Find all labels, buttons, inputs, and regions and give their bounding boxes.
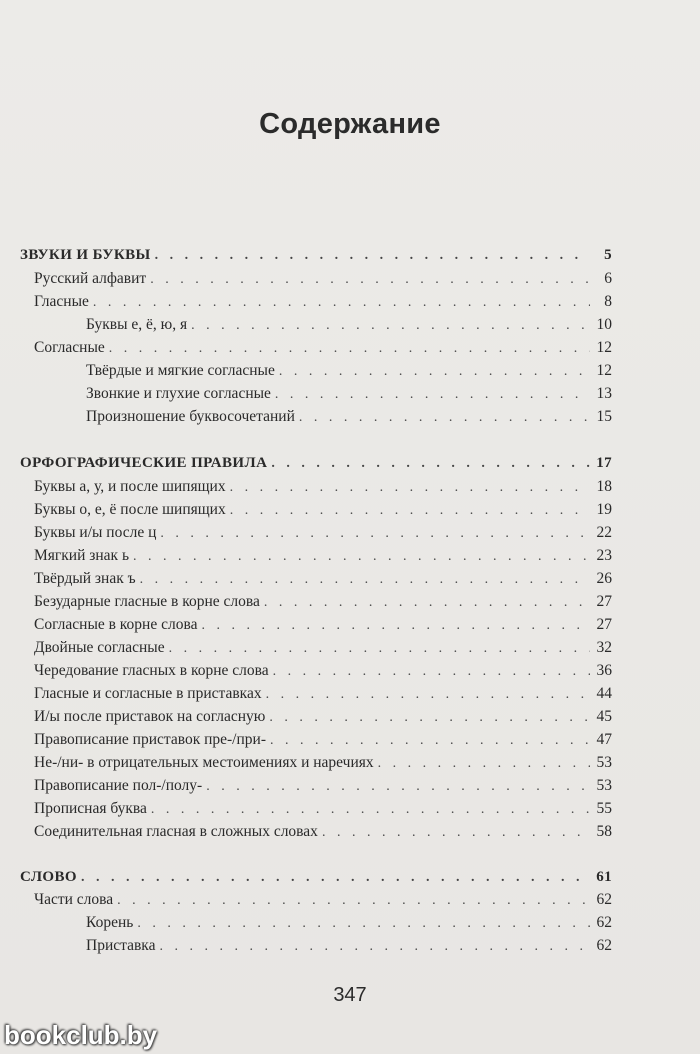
toc-entry-title: Согласные — [34, 339, 105, 356]
toc-entry — [34, 476, 612, 498]
toc-entry — [34, 821, 612, 843]
toc-entry-page: 27 — [596, 593, 612, 610]
toc-section — [20, 866, 612, 888]
toc-entry-page: 36 — [596, 662, 612, 679]
toc-entry-title: ОРФОГРАФИЧЕСКИЕ ПРАВИЛА — [20, 455, 268, 471]
toc-leader-dots — [155, 245, 590, 267]
toc-leader-dots — [201, 615, 590, 637]
toc-entry-title: Прописная буква — [34, 800, 147, 817]
toc-entry-page: 12 — [596, 362, 612, 379]
toc-entry — [34, 775, 612, 797]
toc-entry-page: 62 — [596, 891, 612, 908]
toc-leader-dots — [81, 867, 590, 889]
toc-leader-dots — [160, 523, 590, 545]
toc-entry-title: СЛОВО — [20, 869, 77, 885]
toc-leader-dots — [159, 936, 590, 958]
toc-entry-title: Звонкие и глухие согласные — [86, 385, 271, 402]
toc-entry-page: 17 — [596, 455, 612, 471]
toc-leader-dots — [230, 500, 590, 522]
toc-entry — [34, 268, 612, 290]
toc-leader-dots — [269, 707, 590, 729]
toc-entry-title: Гласные и согласные в приставках — [34, 685, 262, 702]
toc-leader-dots — [279, 361, 590, 383]
toc-entry — [86, 314, 612, 336]
toc-entry-page: 18 — [596, 478, 612, 495]
toc-leader-dots — [264, 592, 590, 614]
toc-entry — [34, 522, 612, 544]
toc-entry — [34, 499, 612, 521]
toc-entry-title: Корень — [86, 914, 134, 931]
toc-entry — [34, 545, 612, 567]
toc-entry — [34, 591, 612, 613]
toc-entry — [86, 360, 612, 382]
toc-entry — [34, 637, 612, 659]
toc-entry — [34, 568, 612, 590]
toc-entry — [34, 291, 612, 313]
toc-entry-title: Буквы а, у, и после шипящих — [34, 478, 226, 495]
toc-entry-page: 61 — [596, 869, 612, 885]
toc-leader-dots — [378, 753, 590, 775]
toc-entry — [34, 752, 612, 774]
toc-leader-dots — [117, 890, 590, 912]
toc-leader-dots — [230, 477, 590, 499]
toc-entry-page: 53 — [596, 777, 612, 794]
toc-entry-page: 53 — [596, 754, 612, 771]
toc-entry-page: 22 — [596, 524, 612, 541]
toc-entry-page: 5 — [604, 247, 612, 263]
toc-leader-dots — [140, 569, 590, 591]
toc-entry-title: Приставка — [86, 937, 156, 954]
toc-entry-page: 62 — [596, 914, 612, 931]
toc-leader-dots — [169, 638, 590, 660]
toc-leader-dots — [270, 730, 590, 752]
toc-entry-page: 19 — [596, 501, 612, 518]
toc-entry-page: 10 — [596, 316, 612, 333]
toc-leader-dots — [206, 776, 590, 798]
toc-entry-page: 58 — [596, 823, 612, 840]
toc-entry-title: Правописание пол-/полу- — [34, 777, 203, 794]
toc-entry-title: ЗВУКИ И БУКВЫ — [20, 247, 151, 263]
toc-entry-title: Части слова — [34, 891, 114, 908]
toc-entry — [34, 706, 612, 728]
watermark-logo: bookclub.by — [4, 1020, 158, 1050]
toc-leader-dots — [137, 913, 590, 935]
toc-entry-title: Чередование гласных в корне слова — [34, 662, 269, 679]
toc-entry — [34, 798, 612, 820]
toc-leader-dots — [271, 453, 590, 475]
toc-entry — [86, 406, 612, 428]
toc-entry-title: Безударные гласные в корне слова — [34, 593, 260, 610]
toc-entry-title: Русский алфавит — [34, 270, 147, 287]
toc-entry-page: 23 — [596, 547, 612, 564]
toc-entry-title: Буквы и/ы после ц — [34, 524, 157, 541]
toc-entry-page: 13 — [596, 385, 612, 402]
toc-entry-title: Гласные — [34, 293, 89, 310]
toc-entry-page: 55 — [596, 800, 612, 817]
toc-leader-dots — [322, 822, 590, 844]
toc-entry-title: Соединительная гласная в сложных словах — [34, 823, 318, 840]
toc-entry-page: 12 — [596, 339, 612, 356]
toc-entry-title: Мягкий знак ь — [34, 547, 130, 564]
toc-leader-dots — [93, 292, 590, 314]
toc-leader-dots — [151, 799, 590, 821]
toc-entry-page: 27 — [596, 616, 612, 633]
toc-entry-page: 15 — [596, 408, 612, 425]
toc-section — [20, 244, 612, 266]
toc-entry-title: Правописание приставок пре-/при- — [34, 731, 266, 748]
toc-leader-dots — [109, 338, 590, 360]
toc-entry-page: 45 — [596, 708, 612, 725]
toc-entry-title: Буквы о, е, ё после шипящих — [34, 501, 226, 518]
toc-leader-dots — [299, 407, 590, 429]
toc-leader-dots — [273, 661, 590, 683]
toc-entry — [34, 889, 612, 911]
toc-leader-dots — [133, 546, 590, 568]
toc-leader-dots — [275, 384, 590, 406]
toc-entry — [34, 614, 612, 636]
toc-entry-page: 26 — [596, 570, 612, 587]
toc-entry-title: Твёрдый знак ъ — [34, 570, 136, 587]
toc-leader-dots — [191, 315, 590, 337]
toc-section — [20, 452, 612, 474]
toc-entry-title: Произношение буквосочетаний — [86, 408, 295, 425]
page-title: Содержание — [259, 108, 441, 140]
toc-entry-title: Двойные согласные — [34, 639, 165, 656]
toc-entry — [34, 660, 612, 682]
toc-entry-page: 47 — [596, 731, 612, 748]
toc-entry-page: 8 — [604, 293, 612, 310]
toc-entry — [34, 337, 612, 359]
toc-entry-title: И/ы после приставок на согласную — [34, 708, 266, 725]
toc-leader-dots — [150, 269, 590, 291]
toc-entry-title: Согласные в корне слова — [34, 616, 198, 633]
toc-entry — [86, 912, 612, 934]
toc-entry — [34, 729, 612, 751]
toc-entry — [34, 683, 612, 705]
toc-leader-dots — [266, 684, 590, 706]
toc-entry-title: Буквы е, ё, ю, я — [86, 316, 188, 333]
toc-entry-page: 44 — [596, 685, 612, 702]
toc-entry — [86, 935, 612, 957]
toc-entry-page: 62 — [596, 937, 612, 954]
page-number: 347 — [333, 984, 367, 1006]
toc-entry-title: Не-/ни- в отрицательных местоимениях и наречиях — [34, 754, 374, 771]
toc-entry-page: 6 — [604, 270, 612, 287]
toc-entry-title: Твёрдые и мягкие согласные — [86, 362, 275, 379]
toc-entry-page: 32 — [596, 639, 612, 656]
toc-entry — [86, 383, 612, 405]
